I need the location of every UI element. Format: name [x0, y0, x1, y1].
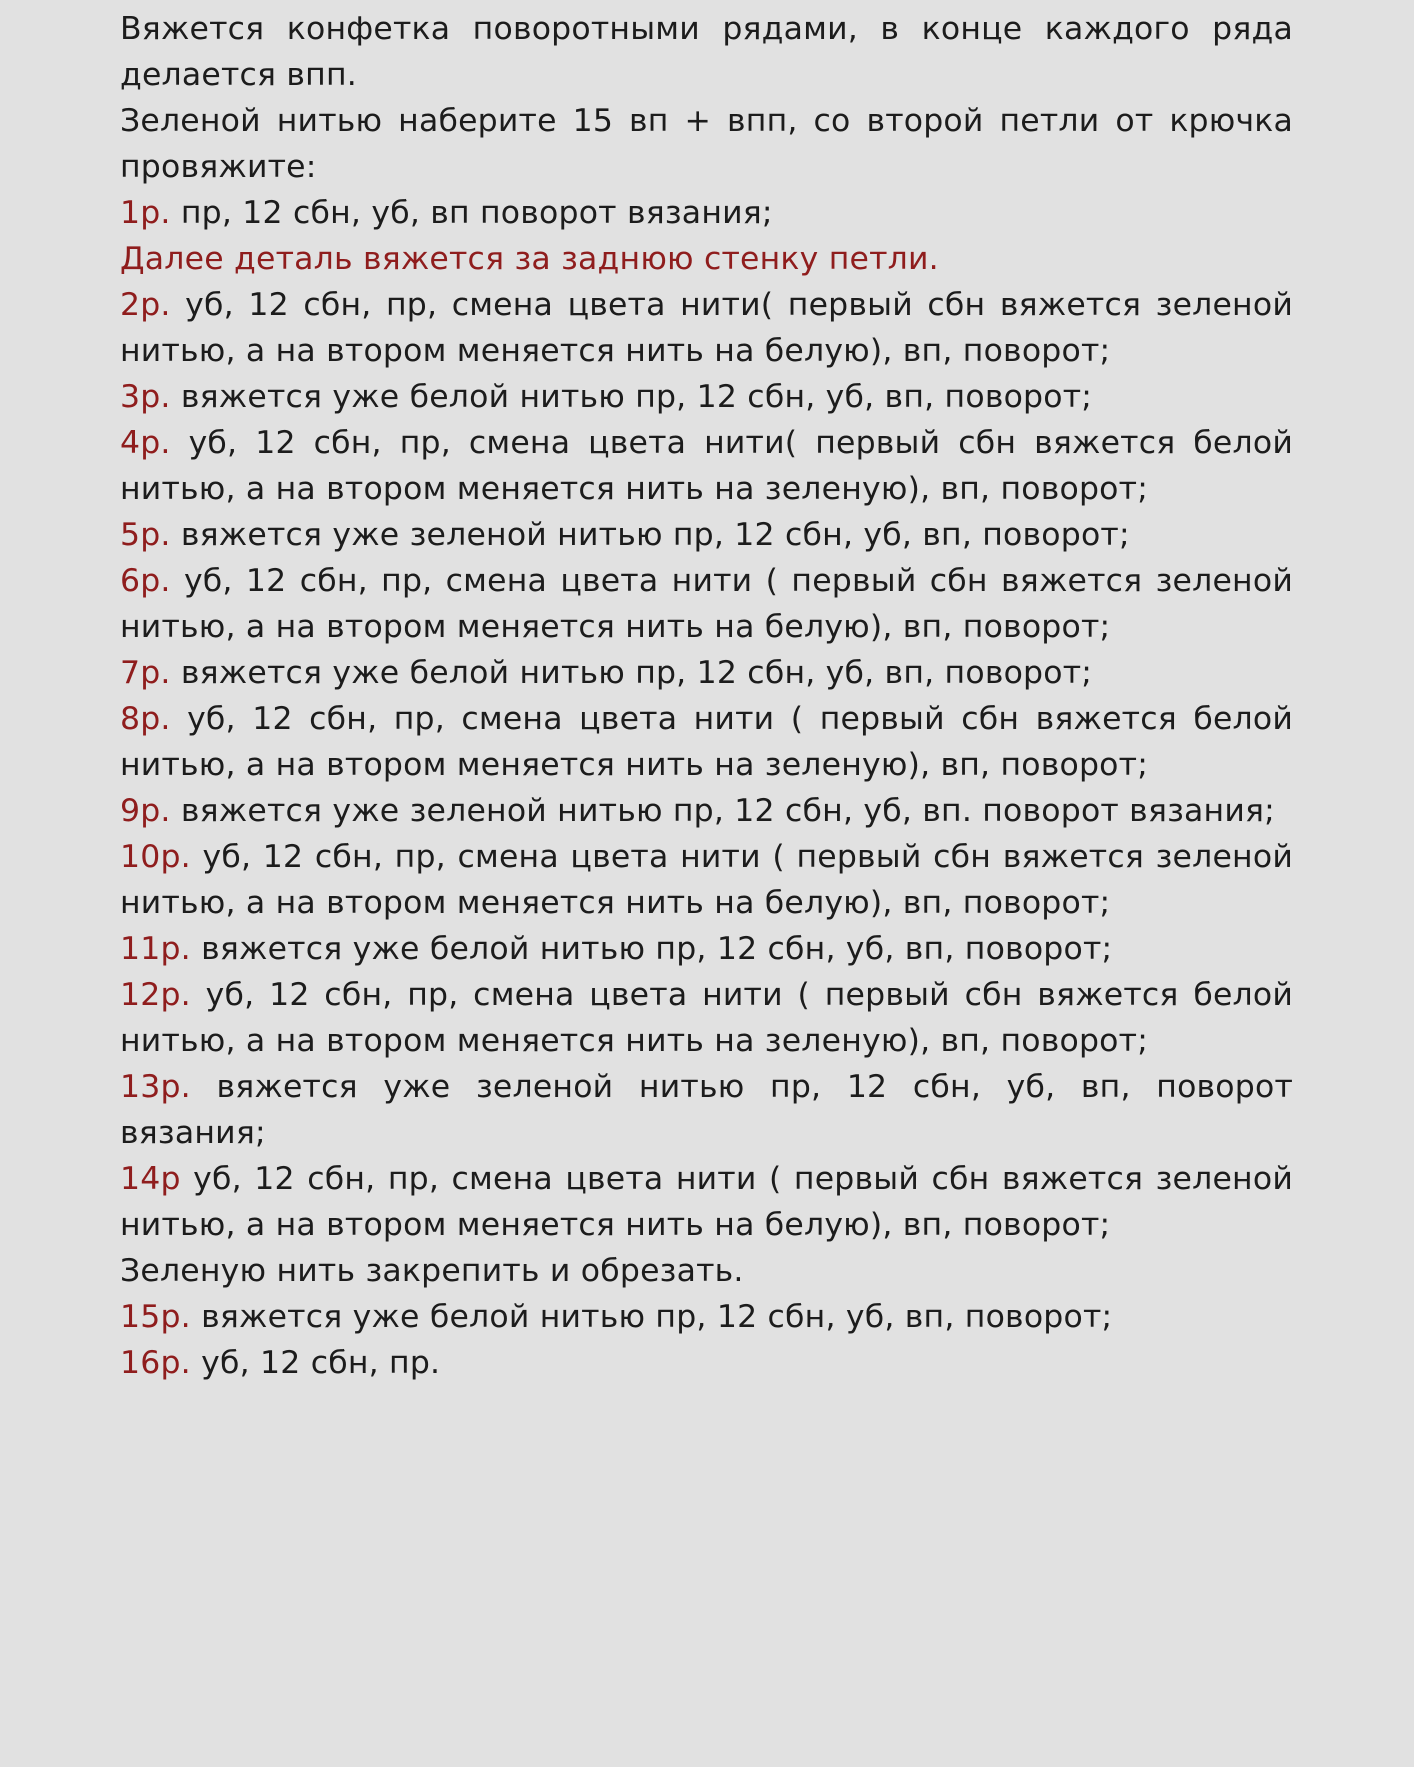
pattern-document: [120, 6, 1293, 1386]
row-number: 4р.: [120, 425, 171, 461]
row-number: 2р.: [120, 287, 171, 323]
row-16: [120, 1340, 1293, 1386]
row-5: [120, 512, 1293, 558]
row-number: 1р.: [120, 195, 171, 231]
row-text: уб, 12 сбн, пр, смена цвета нити( первый сбн вяжется зеленой нитью, а на втором меняется нить на белую), вп, поворот;: [120, 287, 1293, 369]
row-text: уб, 12 сбн, пр, смена цвета нити ( первый сбн вяжется зеленой нитью, а на втором меняется нить на белую), вп, поворот;: [120, 563, 1293, 645]
row-number: 11р.: [120, 931, 191, 967]
row-number: 16р.: [120, 1345, 191, 1381]
row-text: вяжется уже зеленой нитью пр, 12 сбн, уб, вп, поворот вязания;: [120, 1069, 1293, 1151]
row-text: вяжется уже белой нитью пр, 12 сбн, уб, вп, поворот;: [170, 655, 1093, 691]
row-3: [120, 374, 1293, 420]
row-text: вяжется уже белой нитью пр, 12 сбн, уб, вп, поворот;: [170, 379, 1093, 415]
row-number: 7р.: [120, 655, 171, 691]
intro-paragraph-1: Вяжется конфетка поворотными рядами, в конце каждого ряда делается впп.: [120, 11, 1293, 93]
row-text: вяжется уже зеленой нитью пр, 12 сбн, уб, вп. поворот вязания;: [170, 793, 1275, 829]
row-text: вяжется уже зеленой нитью пр, 12 сбн, уб, вп, поворот;: [170, 517, 1130, 553]
intro-paragraph-2: Зеленой нитью наберите 15 вп + впп, со второй петли от крючка провяжите:: [120, 103, 1293, 185]
row-8: [120, 696, 1293, 788]
row-text: уб, 12 сбн, пр, смена цвета нити ( первый сбн вяжется белой нитью, а на втором меняется нить на зеленую), вп, поворот;: [120, 977, 1293, 1059]
row-text: вяжется уже белой нитью пр, 12 сбн, уб, вп, поворот;: [190, 1299, 1113, 1335]
row-6: [120, 558, 1293, 650]
back-loop-note: Далее деталь вяжется за заднюю стенку петли.: [120, 241, 939, 277]
row-11: [120, 926, 1293, 972]
row-1: [120, 190, 1293, 236]
finish-green-note: Зеленую нить закрепить и обрезать.: [120, 1253, 744, 1289]
row-text: пр, 12 сбн, уб, вп поворот вязания;: [170, 195, 773, 231]
row-number: 8р.: [120, 701, 171, 737]
row-number: 9р.: [120, 793, 171, 829]
row-text: уб, 12 сбн, пр, смена цвета нити( первый сбн вяжется белой нитью, а на втором меняется нить на зеленую), вп, поворот;: [120, 425, 1293, 507]
row-text: уб, 12 сбн, пр, смена цвета нити ( первый сбн вяжется зеленой нитью, а на втором меняется нить на белую), вп, поворот;: [120, 839, 1293, 921]
row-9: [120, 788, 1293, 834]
row-number: 5р.: [120, 517, 171, 553]
row-number: 12р.: [120, 977, 191, 1013]
row-15: [120, 1294, 1293, 1340]
row-13: [120, 1064, 1293, 1156]
row-text: уб, 12 сбн, пр, смена цвета нити ( первый сбн вяжется зеленой нитью, а на втором меняется нить на белую), вп, поворот;: [120, 1161, 1293, 1243]
row-number: 15р.: [120, 1299, 191, 1335]
row-number: 3р.: [120, 379, 171, 415]
row-text: вяжется уже белой нитью пр, 12 сбн, уб, вп, поворот;: [190, 931, 1113, 967]
row-7: [120, 650, 1293, 696]
row-4: [120, 420, 1293, 512]
row-14: [120, 1156, 1293, 1248]
row-text: уб, 12 сбн, пр.: [190, 1345, 441, 1381]
row-number: 10р.: [120, 839, 191, 875]
row-number: 13р.: [120, 1069, 191, 1105]
row-10: [120, 834, 1293, 926]
row-number: 6р.: [120, 563, 171, 599]
row-12: [120, 972, 1293, 1064]
row-text: уб, 12 сбн, пр, смена цвета нити ( первый сбн вяжется белой нитью, а на втором меняется нить на зеленую), вп, поворот;: [120, 701, 1293, 783]
row-2: [120, 282, 1293, 374]
row-number: 14р: [120, 1161, 181, 1197]
